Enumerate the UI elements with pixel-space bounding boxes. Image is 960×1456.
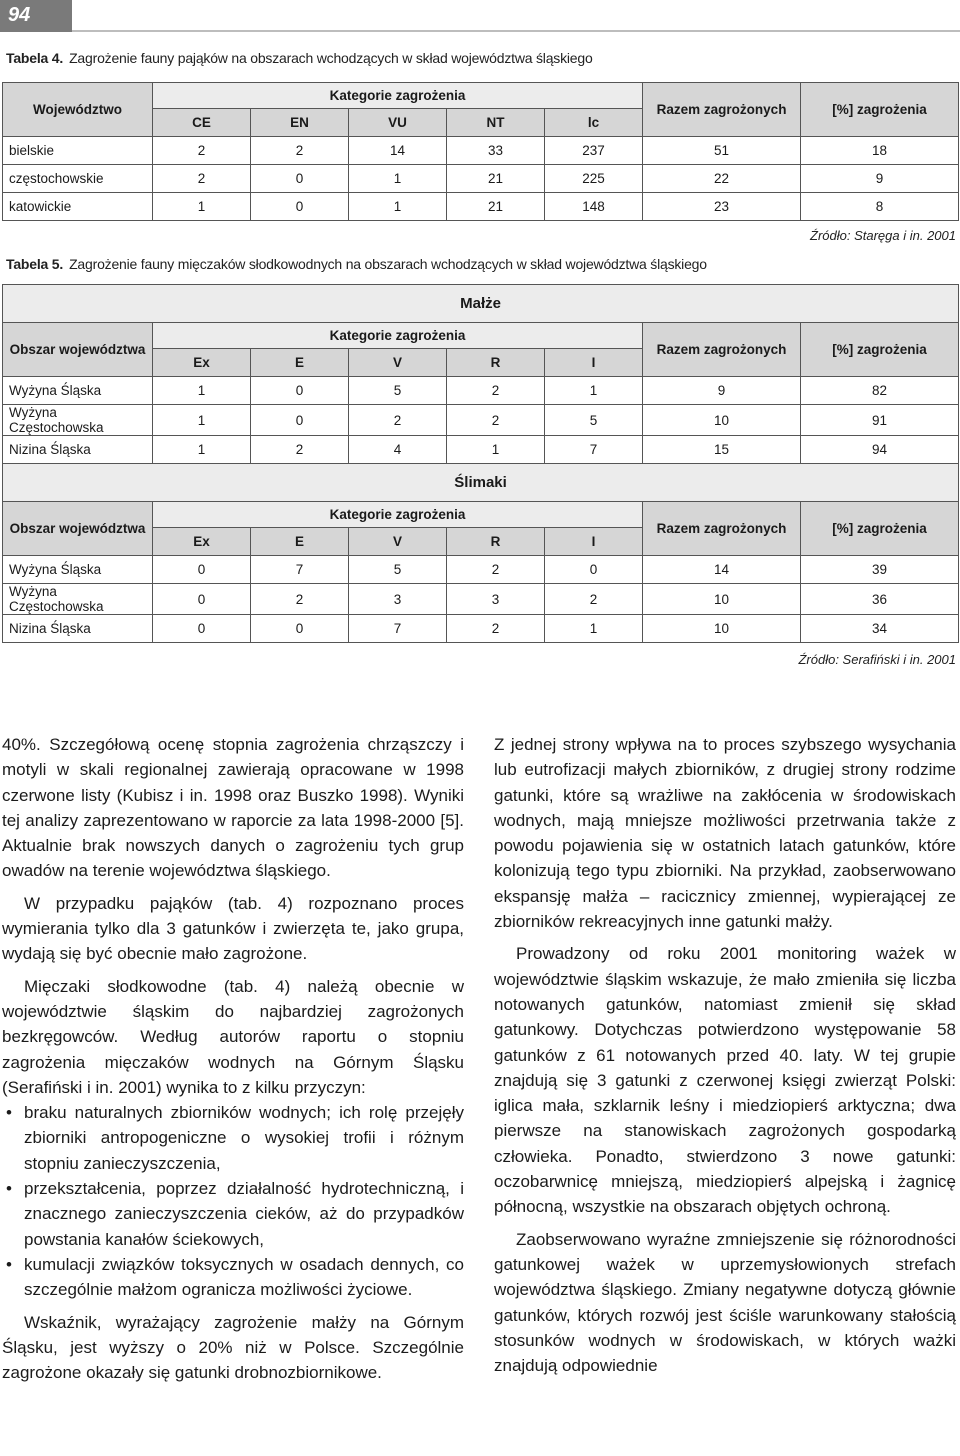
table4-title: Zagrożenie fauny pająków na obszarach wchodzących w skład województwa śląskiego <box>69 50 593 66</box>
paragraph: Zaobserwowano wyraźne zmniejszenie się różnorodności gatunkowej ważek w uprzemysłowionych strefach województwa śląskiego. Zmiany negatywne dotyczą głównie gatunków, których rozwój jest ściśle warunkowany stałością stosunków wodnych w środowiskach, w których ważki znajdują odpowiednie <box>494 1229 956 1376</box>
cell: 10 <box>643 405 801 436</box>
cell: 2 <box>251 137 349 165</box>
cell: 2 <box>447 615 545 643</box>
cell: 91 <box>801 405 959 436</box>
table5-pct-header: [%] zagrożenia <box>801 502 959 556</box>
cell: 2 <box>251 436 349 464</box>
cell: 225 <box>545 165 643 193</box>
region-name: Nizina Śląska <box>3 615 153 643</box>
cell: 0 <box>251 193 349 221</box>
region-name: Nizina Śląska <box>3 436 153 464</box>
table5-region-header: Obszar województwa <box>3 323 153 377</box>
cause-list <box>2 1100 464 1302</box>
cell: 0 <box>251 405 349 436</box>
cell: 7 <box>349 615 447 643</box>
cell: 10 <box>643 615 801 643</box>
cell: 2 <box>153 137 251 165</box>
table5-cat-header: R <box>447 528 545 556</box>
table5-title: Zagrożenie fauny mięczaków słodkowodnych na obszarach wchodzących w skład województwa śląskiego <box>69 256 707 272</box>
list-item-text: kumulacji związków toksycznych w osadach dennych, co szczególnie małżom ogranicza możliwości życiowe. <box>24 1254 464 1300</box>
table4-caption <box>6 50 593 66</box>
table4-region-header: Województwo <box>3 83 153 137</box>
cell: 0 <box>251 615 349 643</box>
cell: 5 <box>349 556 447 584</box>
cell: 14 <box>349 137 447 165</box>
cell: 1 <box>545 615 643 643</box>
cell: 0 <box>153 584 251 615</box>
paragraph: Z jednej strony wpływa na to proces szybszego wysychania lub eutrofizacji małych zbiorników, z drugiej strony rodzime gatunki, które są wrażliwe na zakłócenia w środowiskach wodnych, mają mniejsze możliwości przetrwania także z powodu pojawienia się w ostatnich latach gatunków, które kolonizują tego typu zbiorniki. Na przykład, zaobserwowano ekspansję małża – racicznicy zmiennej, wypierającej ze zbiorników rekreacyjnych inne gatunki małży. <box>494 735 956 932</box>
cell: 1 <box>545 377 643 405</box>
cell: 34 <box>801 615 959 643</box>
table-row <box>3 193 959 221</box>
paragraph: Prowadzony od roku 2001 monitoring ważek w województwie śląskim wskazuje, że mało zmieniła się liczba notowanych gatunków, natomiast zmienił się skład gatunkowy. Dotychczas potwierdzono występowanie 58 gatunków z 61 notowanych przed 40. laty. W tej grupie znajdują się 3 gatunki z czerwonej księgi zwierząt Polski: iglica mała, szklarnik leśny i miedziopierś arktyczna; dwa pierwsze na stanowiskach zagrożonych gospodarką człowieka. Ponadto, stwierdzono 3 nowe gatunki: oczobarwnicę mniejszą, miedziopierś alpejską i żagnicę północną, wszystkie na obszarach objętych ochroną. <box>494 944 956 1217</box>
right-column <box>494 732 956 1378</box>
paragraph: Wskaźnik, wyrażający zagrożenie małży na Górnym Śląsku, jest wyższy o 20% niż w Polsce. Szczególnie zagrożone okazały się gatunki drobnozbiornikowe. <box>2 1312 464 1383</box>
cell: 148 <box>545 193 643 221</box>
page-number: 94 <box>0 0 72 32</box>
table5-cat-header: R <box>447 349 545 377</box>
cell: 14 <box>643 556 801 584</box>
cell: 15 <box>643 436 801 464</box>
list-item <box>2 1252 464 1303</box>
cell: 18 <box>801 137 959 165</box>
paragraph: 40%. Szczegółową ocenę stopnia zagrożenia chrząszczy i motyli w skali regionalnej zawierają opracowane w 1998 czerwone listy (Kubisz i in. 1998 oraz Buszko 1998). Wyniki tej analizy zaprezentowano w raporcie za lata 1998-2000 [5]. Aktualnie brak nowszych danych o zagrożeniu tych grup owadów na terenie województwa śląskiego. <box>2 735 464 881</box>
table-row <box>3 584 959 615</box>
table4-source: Źródło: Staręga i in. 2001 <box>810 228 956 243</box>
section-title-slimaki: Ślimaki <box>3 464 959 502</box>
table5-cat-header: I <box>545 349 643 377</box>
table5-categories-header: Kategorie zagrożenia <box>153 323 643 349</box>
cell: 21 <box>447 165 545 193</box>
bullet-icon: • <box>6 1179 12 1199</box>
table4-cat-header: NT <box>447 109 545 137</box>
table5-region-header: Obszar województwa <box>3 502 153 556</box>
table-row <box>3 165 959 193</box>
table5 <box>2 284 959 643</box>
cell: 10 <box>643 584 801 615</box>
table-row <box>3 556 959 584</box>
table-row <box>3 137 959 165</box>
cell: 22 <box>643 165 801 193</box>
bullet-icon: • <box>6 1254 12 1274</box>
cell: 2 <box>349 405 447 436</box>
region-name: Wyżyna Częstochowska <box>3 405 153 436</box>
table5-cat-header: Ex <box>153 349 251 377</box>
cell: 82 <box>801 377 959 405</box>
table5-total-header: Razem zagrożonych <box>643 502 801 556</box>
region-name: Wyżyna Śląska <box>3 377 153 405</box>
cell: 0 <box>153 615 251 643</box>
cell: 1 <box>153 436 251 464</box>
list-item <box>2 1176 464 1252</box>
region-name: bielskie <box>3 137 153 165</box>
cell: 0 <box>251 165 349 193</box>
cell: 2 <box>447 405 545 436</box>
cell: 237 <box>545 137 643 165</box>
table5-cat-header: E <box>251 528 349 556</box>
section-title-malze: Małże <box>3 285 959 323</box>
cell: 4 <box>349 436 447 464</box>
table4-total-header: Razem zagrożonych <box>643 83 801 137</box>
cell: 2 <box>153 165 251 193</box>
paragraph: W przypadku pająków (tab. 4) rozpoznano proces wymierania tylko dla 3 gatunków i zwierzęta te, jako grupa, wydają się być obecnie mało zagrożone. <box>2 893 464 964</box>
table-row <box>3 405 959 436</box>
cell: 9 <box>801 165 959 193</box>
cell: 23 <box>643 193 801 221</box>
region-name: częstochowskie <box>3 165 153 193</box>
cell: 0 <box>545 556 643 584</box>
cell: 2 <box>447 556 545 584</box>
list-item <box>2 1100 464 1176</box>
table4-cat-header: CE <box>153 109 251 137</box>
table4 <box>2 82 959 221</box>
table5-caption <box>6 256 707 272</box>
region-name: Wyżyna Śląska <box>3 556 153 584</box>
table5-cat-header: V <box>349 349 447 377</box>
cell: 5 <box>349 377 447 405</box>
cell: 2 <box>447 377 545 405</box>
table5-cat-header: I <box>545 528 643 556</box>
paragraph: Mięczaki słodkowodne (tab. 4) należą obecnie w województwie śląskim do najbardziej zagrożonych bezkręgowców. Według autorów raportu o stopniu zagrożenia mięczaków wodnych na Górnym Śląsku (Serafiński i in. 2001) wynika to z kilku przyczyn: <box>2 976 464 1097</box>
table-row <box>3 436 959 464</box>
table5-cat-header: Ex <box>153 528 251 556</box>
cell: 0 <box>251 377 349 405</box>
table5-source: Źródło: Serafiński i in. 2001 <box>798 652 956 667</box>
left-column <box>2 732 464 1385</box>
list-item-text: braku naturalnych zbiorników wodnych; ich rolę przejęły zbiorniki antropogeniczne o wysokiej trofii i różnym stopniu zanieczyszczenia, <box>24 1103 464 1173</box>
cell: 7 <box>545 436 643 464</box>
list-item-text: przekształcenia, poprzez działalność hydrotechniczną, i znacznego zanieczyszczenia cieków, aż do przypadków powstania kanałów ściekowych, <box>24 1179 464 1249</box>
cell: 36 <box>801 584 959 615</box>
cell: 1 <box>447 436 545 464</box>
cell: 3 <box>349 584 447 615</box>
cell: 8 <box>801 193 959 221</box>
cell: 2 <box>545 584 643 615</box>
table5-cat-header: V <box>349 528 447 556</box>
table5-label: Tabela 5. <box>6 256 64 272</box>
cell: 51 <box>643 137 801 165</box>
cell: 1 <box>349 165 447 193</box>
cell: 1 <box>349 193 447 221</box>
cell: 0 <box>153 556 251 584</box>
region-name: Wyżyna Częstochowska <box>3 584 153 615</box>
cell: 1 <box>153 377 251 405</box>
table5-cat-header: E <box>251 349 349 377</box>
cell: 9 <box>643 377 801 405</box>
table-row <box>3 615 959 643</box>
cell: 1 <box>153 193 251 221</box>
table4-pct-header: [%] zagrożenia <box>801 83 959 137</box>
cell: 94 <box>801 436 959 464</box>
table4-cat-header: VU <box>349 109 447 137</box>
table-row <box>3 377 959 405</box>
region-name: katowickie <box>3 193 153 221</box>
table5-pct-header: [%] zagrożenia <box>801 323 959 377</box>
table4-cat-header: EN <box>251 109 349 137</box>
bullet-icon: • <box>6 1103 12 1123</box>
table5-total-header: Razem zagrożonych <box>643 323 801 377</box>
cell: 3 <box>447 584 545 615</box>
cell: 39 <box>801 556 959 584</box>
header-rule <box>72 30 960 32</box>
cell: 21 <box>447 193 545 221</box>
cell: 33 <box>447 137 545 165</box>
cell: 7 <box>251 556 349 584</box>
cell: 2 <box>251 584 349 615</box>
table5-categories-header: Kategorie zagrożenia <box>153 502 643 528</box>
cell: 5 <box>545 405 643 436</box>
table4-categories-header: Kategorie zagrożenia <box>153 83 643 109</box>
table4-cat-header: lc <box>545 109 643 137</box>
table4-label: Tabela 4. <box>6 50 64 66</box>
cell: 1 <box>153 405 251 436</box>
